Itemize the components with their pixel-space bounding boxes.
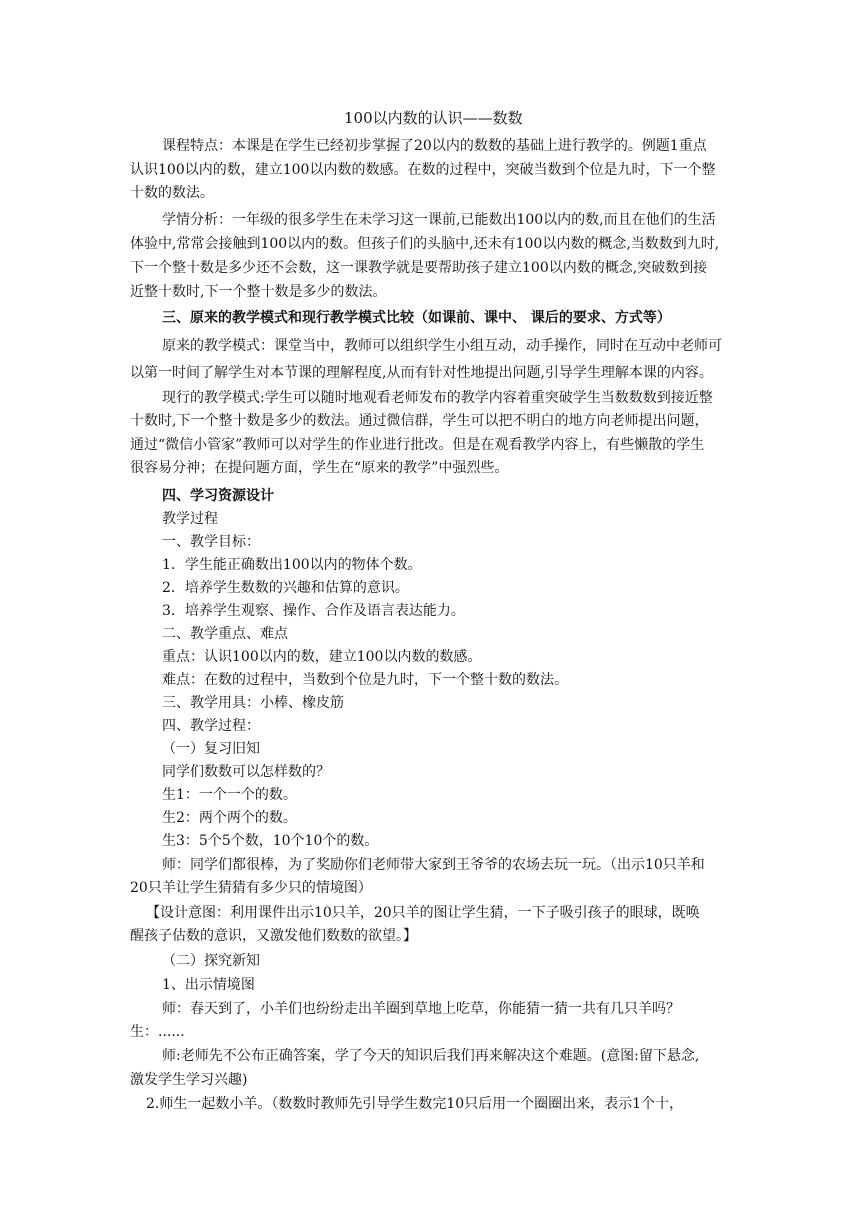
review-heading: （一）复习旧知 bbox=[162, 741, 260, 757]
review-line: 生3：5个5个数，10个10个的数。 bbox=[162, 833, 379, 849]
teaching-process-label: 教学过程 bbox=[162, 511, 218, 527]
goals-heading: 一、教学目标： bbox=[162, 534, 260, 550]
original-mode-line: 以第一时间了解学生对本节课的理解程度,从而有针对性地提出问题,引导学生理解本课的内容。 bbox=[130, 365, 713, 381]
current-mode-line: 现行的教学模式:学生可以随时地观看老师发布的教学内容着重突破学生当数数数到接近整 bbox=[162, 390, 713, 406]
original-mode-line: 原来的教学模式：课堂当中，教师可以组织学生小组互动，动手操作，同时在互动中老师可 bbox=[162, 338, 722, 354]
course-features-line: 十数的数法。 bbox=[130, 185, 214, 201]
learning-analysis-line: 近整十数时,下一个整十数是多少的数法。 bbox=[130, 284, 387, 300]
current-mode-line: 十数时,下一个整十数是多少的数法。通过微信群，学生可以把不明白的地方向老师提出问题， bbox=[130, 413, 709, 429]
review-line: 生1：一个一个的数。 bbox=[162, 787, 297, 803]
course-features-line: 课程特点：本课是在学生已经初步掌握了20以内的数数的基础上进行教学的。例题1重点 bbox=[162, 138, 707, 154]
learning-analysis-line: 学情分析：一年级的很多学生在未学习这一课前,已能数出100以内的数,而且在他们的生活 bbox=[162, 212, 716, 228]
goal-item: 2．培养学生数数的兴趣和估算的意识。 bbox=[162, 580, 409, 596]
design-intent-line: 醒孩子估数的意识，又激发他们数数的欲望。】 bbox=[130, 928, 417, 944]
learning-analysis-line: 下一个整十数是多少还不会数，这一课教学就是要帮助孩子建立100以内数的概念,突破数到接 bbox=[130, 260, 708, 276]
review-line: 生2：两个两个的数。 bbox=[162, 810, 297, 826]
design-intent-line: 【设计意图：利用课件出示10只羊，20只羊的图让学生猜，一下子吸引孩子的眼球，既唤 bbox=[146, 905, 700, 921]
goal-item: 3．培养学生观察、操作、合作及语言表达能力。 bbox=[162, 603, 465, 619]
difficult-point: 难点：在数的过程中，当数到个位是九时，下一个整十数的数法。 bbox=[162, 672, 568, 688]
course-features-line: 认识100以内的数，建立100以内数的数感。在数的过程中，突破当数到个位是九时，下一个整 bbox=[130, 162, 716, 178]
current-mode-line: 很容易分神；在提问题方面，学生在“原来的教学”中强烈些。 bbox=[130, 460, 509, 476]
key-points-heading: 二、教学重点、难点 bbox=[162, 626, 288, 642]
process-heading: 四、教学过程： bbox=[162, 718, 260, 734]
explore-heading: （二）探究新知 bbox=[162, 953, 260, 969]
teacher-answer-line: 师:老师先不公布正确答案，学了今天的知识后我们再来解决这个难题。(意图:留下悬念, bbox=[162, 1048, 700, 1064]
document-title: 100以内数的认识——数数 bbox=[344, 109, 523, 127]
spring-line: 师：春天到了，小羊们也纷纷走出羊圈到草地上吃草，你能猜一猜一共有几只羊吗？ bbox=[162, 1001, 680, 1017]
teacher-answer-line: 激发学生学习兴趣) bbox=[130, 1072, 248, 1088]
section-3-heading: 三、原来的教学模式和现行教学模式比较（如课前、课中、 课后的要求、方式等） bbox=[162, 310, 671, 326]
student-reply: 生：...... bbox=[130, 1024, 185, 1040]
teacher-line: 师：同学们都很棒，为了奖励你们老师带大家到王爷爷的农场去玩一玩。（出示10只羊和 bbox=[162, 857, 705, 873]
teaching-tools: 三、教学用具：小棒、橡皮筋 bbox=[162, 695, 344, 711]
review-line: 同学们数数可以怎样数的？ bbox=[162, 764, 330, 780]
count-sheep-line: 2.师生一起数小羊。（数数时教师先引导学生数完10只后用一个圈圈出来，表示1个十， bbox=[146, 1096, 684, 1112]
key-point: 重点：认识100以内的数，建立100以内数的数感。 bbox=[162, 649, 482, 665]
teacher-line: 20只羊让学生猜猜有多少只的情境图） bbox=[130, 880, 372, 896]
section-4-heading: 四、学习资源设计 bbox=[162, 488, 274, 504]
current-mode-line: 通过“微信小管家”教师可以对学生的作业进行批改。但是在观看教学内容上，有些懒散的学生 bbox=[130, 437, 705, 453]
learning-analysis-line: 体验中,常常会接触到100以内的数。但孩子们的头脑中,还未有100以内数的概念,当数数到九时, bbox=[130, 236, 720, 252]
goal-item: 1．学生能正确数出100以内的物体个数。 bbox=[162, 557, 422, 573]
scene-heading: 1、出示情境图 bbox=[162, 977, 255, 993]
